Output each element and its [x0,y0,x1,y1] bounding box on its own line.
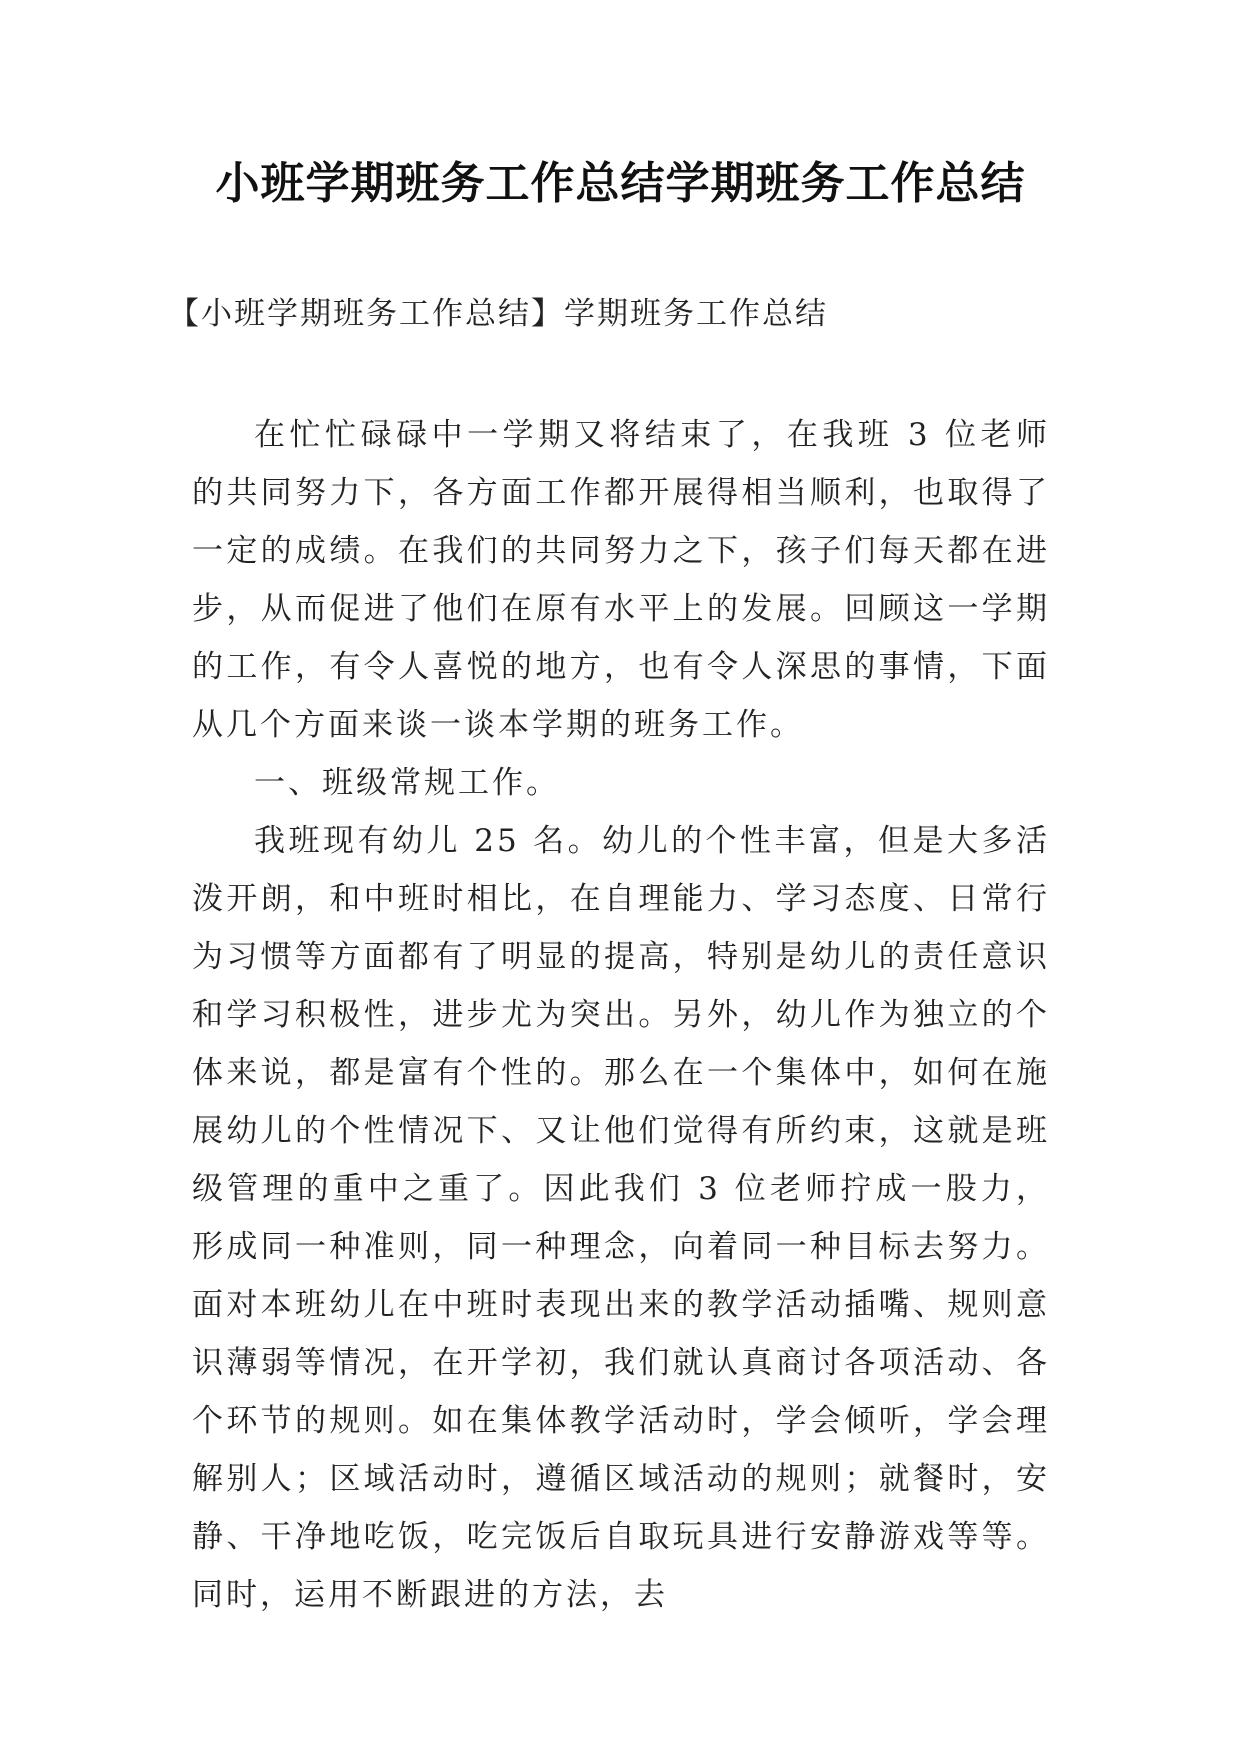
paragraph-class-routine: 我班现有幼儿 25 名。幼儿的个性丰富，但是大多活泼开朗，和中班时相比，在自理能力、学习态度、日常行为习惯等方面都有了明显的提高，特别是幼儿的责任意识和学习积极性，进步尤为突出。另外，幼儿作为独立的个体来说，都是富有个性的。那么在一个集体中，如何在施展幼儿的个性情况下、又让他们觉得有所约束，这就是班级管理的重中之重了。因此我们 3 位老师拧成一股力，形成同一种准则，同一种理念，向着同一种目标去努力。面对本班幼儿在中班时表现出来的教学活动插嘴、规则意识薄弱等情况，在开学初，我们就认真商讨各项活动、各个环节的规则。如在集体教学活动时，学会倾听，学会理解别人；区域活动时，遵循区域活动的规则；就餐时，安静、干净地吃饭，吃完饭后自取玩具进行安静游戏等等。同时，运用不断跟进的方法，去 [192,823,1050,1613]
section-heading: 一、班级常规工作。 [254,765,560,801]
document-title: 小班学期班务工作总结学期班务工作总结 [215,158,1026,209]
document-subtitle: 【小班学期班务工作总结】学期班务工作总结 [168,296,828,332]
paragraph-intro: 在忙忙碌碌中一学期又将结束了，在我班 3 位老师的共同努力下，各方面工作都开展得相当顺利，也取得了一定的成绩。在我们的共同努力之下，孩子们每天都在进步，从而促进了他们在原有水平上的发展。回顾这一学期的工作，有令人喜悦的地方，也有令人深思的事情，下面从几个方面来谈一谈本学期的班务工作。 [192,417,1050,743]
document-body [192,406,1050,1624]
